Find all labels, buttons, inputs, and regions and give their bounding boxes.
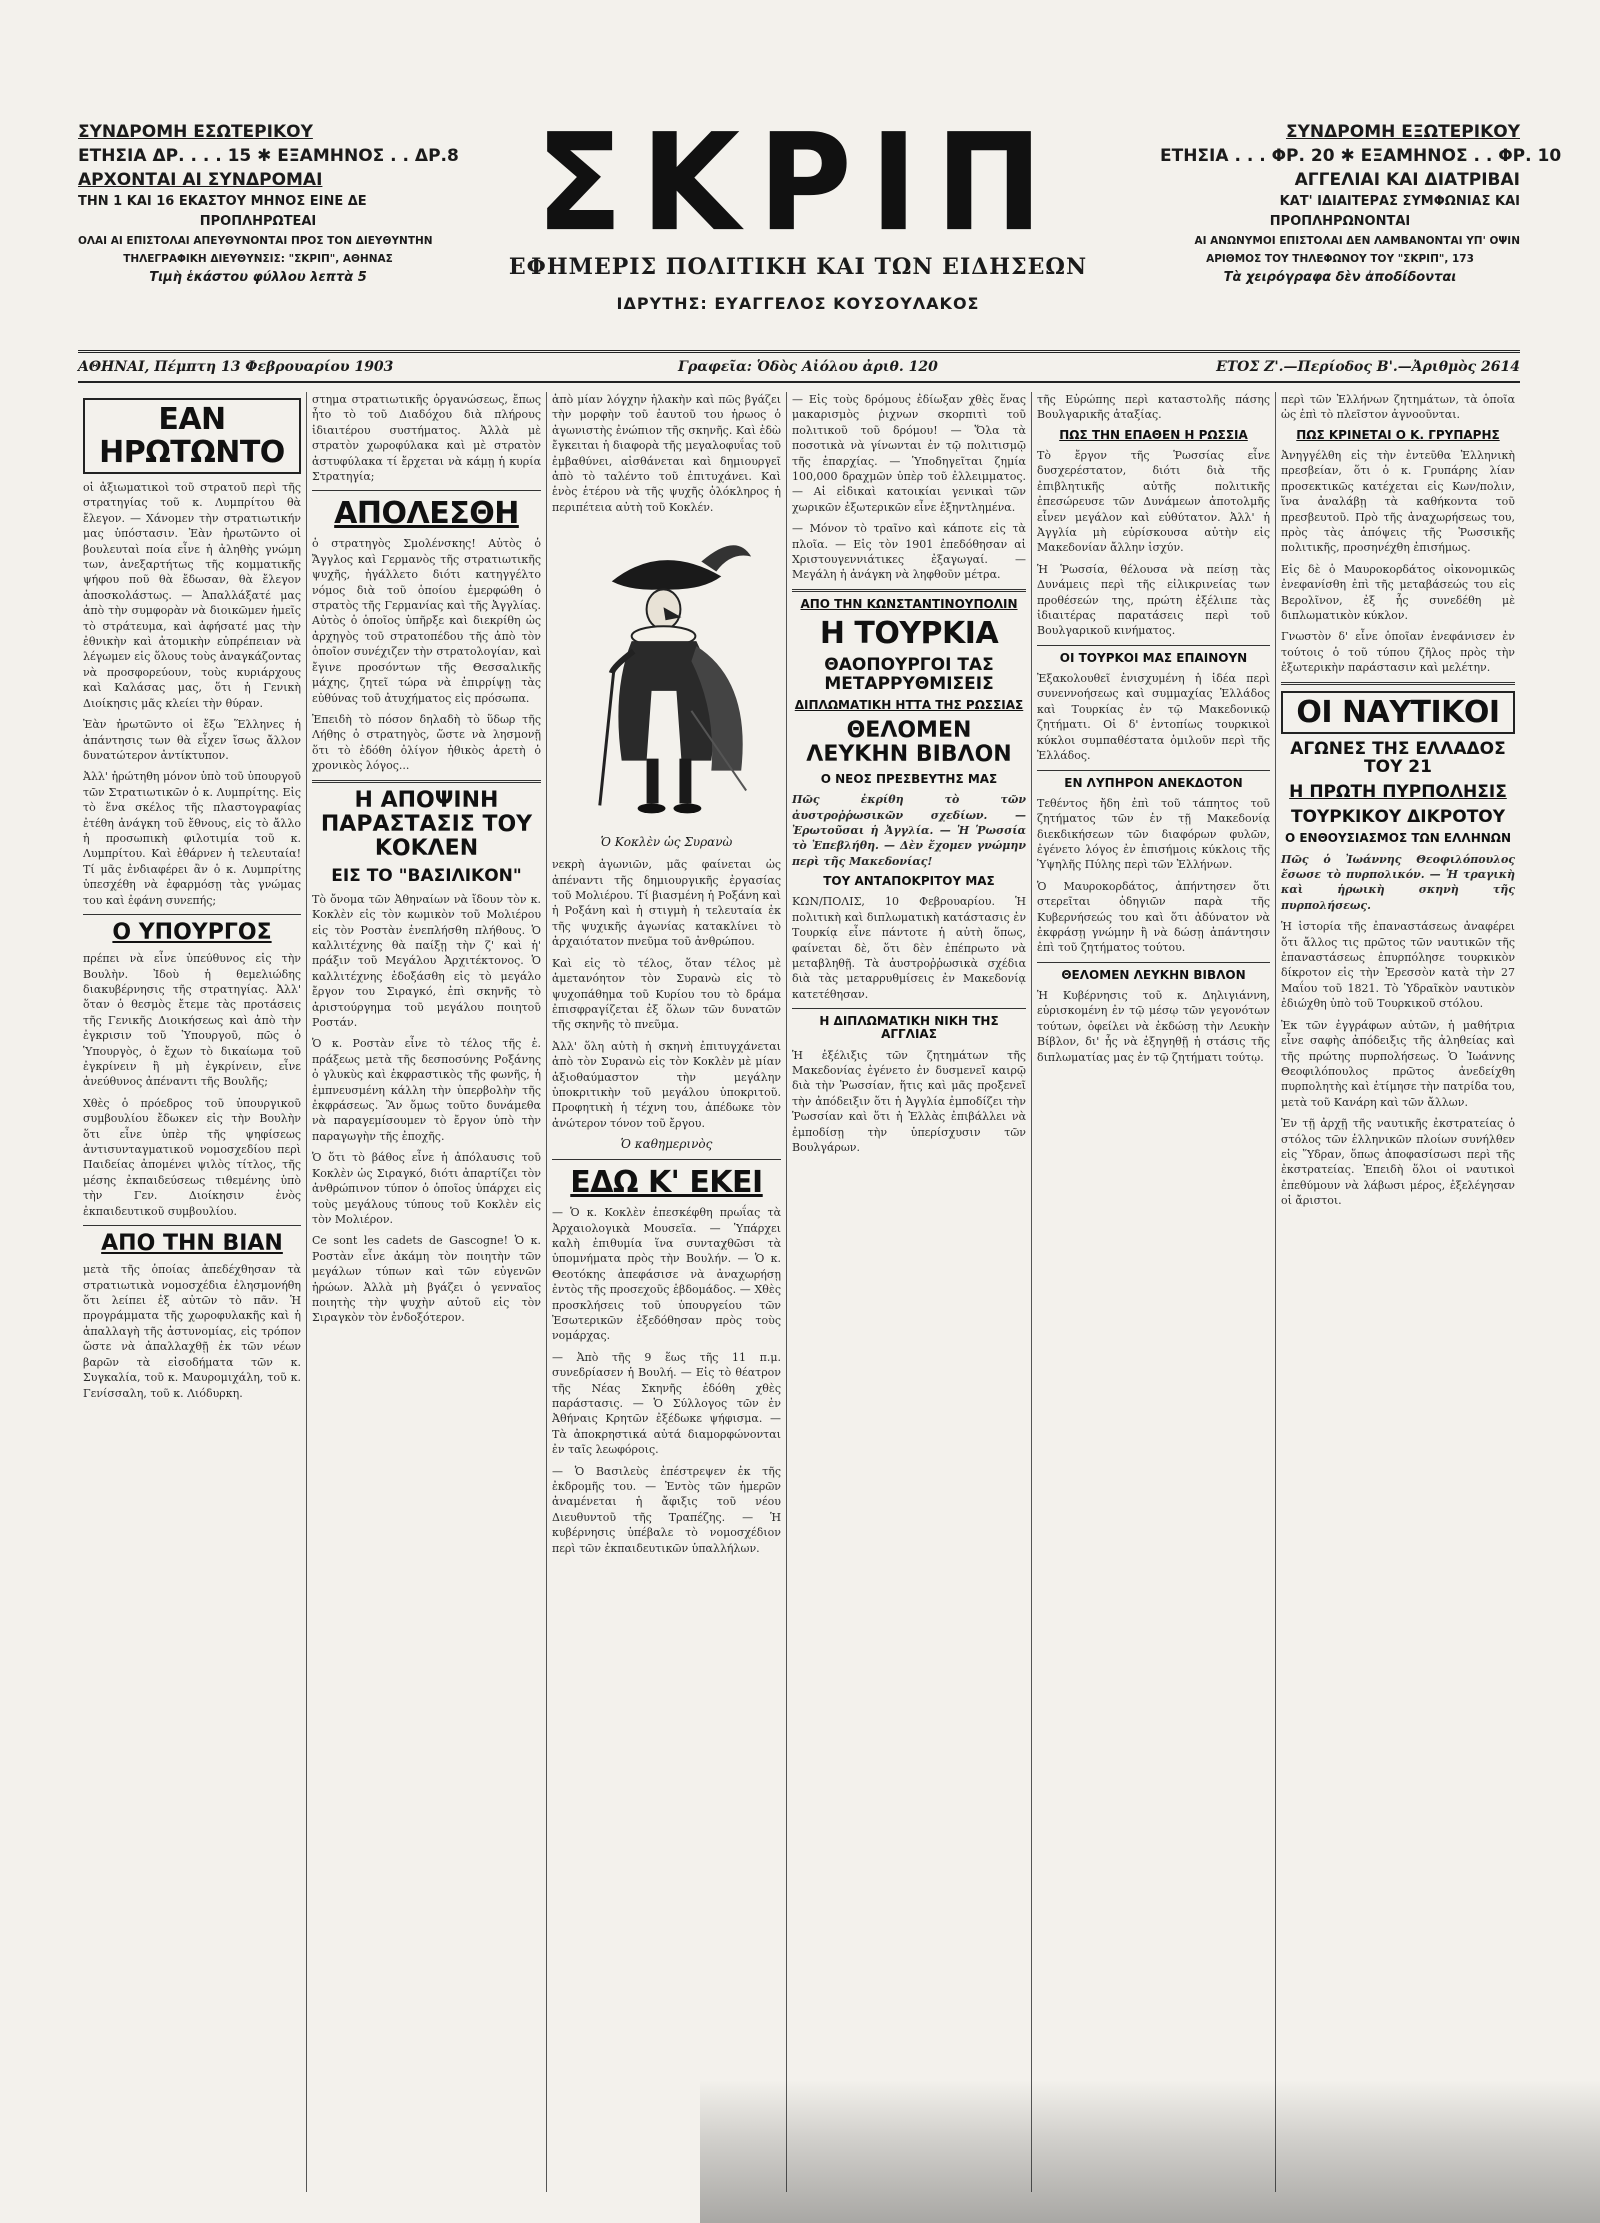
article-text: περὶ τῶν Ἑλλήνων ζητημάτων, τὰ ὁποῖα ὡς ἐπὶ τὸ πλεῖστον ἀγνοοῦνται.	[1281, 393, 1515, 422]
column-2	[306, 392, 546, 2192]
article-text: Ὁ ὅτι τὸ βάθος εἶνε ἡ ἀπόλαυσις τοῦ Κοκλὲν ὡς Σιραγκό, διότι ἀπαρτίζει τὸν ἀνθρώπινον τύπον ὁ ὁποῖος ὑπάρχει εἰς τοὺς μεγάλους τύπους τοῦ Κοκλὲν εἰς τὸν Μολιέρον.	[312, 1151, 541, 1226]
subheadline-white-book-2: ΘΕΛΟΜΕΝ ΛΕΥΚΗΝ ΒΙΒΛΟΝ	[1061, 967, 1246, 982]
newspaper-subtitle: ΕΦΗΜΕΡΙΣ ΠΟΛΙΤΙΚΗ ΚΑΙ ΤΩΝ ΕΙΔΗΣΕΩΝ	[508, 254, 1088, 280]
subheadline-turkish-ship: ΤΟΥΡΚΙΚΟΥ ΔΙΚΡΟΤΟΥ	[1290, 806, 1506, 827]
divider	[312, 490, 541, 491]
article-text: — Ὁ κ. Κοκλὲν ἐπεσκέφθη πρωΐας τὰ Ἀρχαιολογικὰ Μουσεῖα. — Ὑπάρχει καλὴ ἐπιθυμία ἵνα συνταχθῶσι τὰ ὑπομνήματα πρὸς τὴν Βουλήν. — Ὁ κ. Θεοτόκης ἀπεφάσισε νὰ ἀναχωρήσῃ ἐντὸς τῆς προσεχοῦς ἑβδομάδος. — Χθὲς προσκλήσεις τοῦ ὑπουργείου τῶν Ἐσωτερικῶν ἐξεδόθησαν πρὸς τοὺς νομάρχας.	[552, 1206, 781, 1343]
subheadline-anecdote: ΕΝ ΛΥΠΗΡΟΝ ΑΝΕΚΔΟΤΟΝ	[1064, 775, 1243, 790]
headline-edo-k-ekei: ΕΔΩ Κ' ΕΚΕΙ	[570, 1165, 763, 1201]
article-text: Ἀλλ' ὅλη αὐτὴ ἡ σκηνὴ ἐπιτυγχάνεται ἀπὸ τὸν Συρανὼ εἰς τὸν Κοκλὲν μὲ μίαν ἀξιοθαύμαστον τὴν μεγάλην ὑποκριτικὴν τοῦ μεγάλου ὑποκριτοῦ. Προφητικὴ ἡ τέχνη του, ἀπέδωκε τὸν ἀνώτερον τόνον τοῦ ἔργου.	[552, 1039, 781, 1130]
article-text: Ἀλλ' ἠρώτηθη μόνον ὑπὸ τοῦ ὑπουργοῦ τῶν Στρατιωτικῶν ὁ κ. Λυμπρίτης. Εἰς τὸ ἕνα σκέλος τῆς πλαστογραφίας ἐτέθη ἀνάγκη τοῦ ἔθνους, εἰς τὸ ἄλλο ἡ προσωπικὴ φιλοτιμία τοῦ κ. Λυμπρίτου. Καὶ ἐθάρνεν ἡ τελευταία! Τί μᾶς ἐνδιαφέρει ἂν ὁ κ. Λυμπρίτης ὑπεσχέθη νὰ ἐφαρμόσῃ τὰς γνώμας του καὶ ἐφάνη συνεπής;	[83, 770, 301, 907]
article-text: Τεθέντος ἤδη ἐπὶ τοῦ τάπητος τοῦ ζητήματος τῶν ἐν τῇ Μακεδονίᾳ διεκδικήσεων τῶν διαφόρων φυλῶν, ἐγένετο λόγος ἐν ἐπισήμοις κύκλοις τῆς Ὑψηλῆς Πύλης περὶ τῶν Ἑλλήνων.	[1037, 796, 1270, 872]
article-text: Ἡ ἱστορία τῆς ἐπαναστάσεως ἀναφέρει ὅτι ἄλλος τις πρῶτος τῶν ναυτικῶν τῆς ἐπαναστάσεως ἐπυρπόλησε τουρκικὸν δίκροτον εἰς τὴν Ἐρεσσὸν κατὰ τὴν 27 Μαΐου τοῦ 1821. Τὸ Ὑδραῖκὸν ναυτικὸν ἐδιώχθη ὑπὸ τοῦ Τουρκικοῦ στόλου.	[1281, 920, 1515, 1011]
headline-ean-irotonto: ΕΑΝ ΗΡΩΤΩΝΤΟ	[83, 398, 301, 474]
subheadline-enthusiasm: Ο ΕΝΘΟΥΣΙΑΣΜΟΣ ΤΩΝ ΕΛΛΗΝΩΝ	[1284, 831, 1512, 846]
article-text: Γνωστὸν δ' εἶνε ὁποῖαν ἐνεφάνισεν ἐν τούτοις ὁ τοῦ τύπου ζῆλος πρὸς τὴν ἐξωτερικὴν παράστασιν καὶ μελέτην.	[1281, 630, 1515, 675]
article-columns	[78, 392, 1520, 2192]
letters-note: ΟΛΑΙ ΑΙ ΕΠΙΣΤΟΛΑΙ ΑΠΕΥΘΥΝΟΝΤΑΙ ΠΡΟΣ ΤΟΝ ΔΙΕΥΘΥΝΤΗΝ	[78, 235, 433, 247]
price-per-copy: Τιμὴ ἑκάστου φύλλου λεπτὰ 5	[149, 270, 367, 285]
article-text: μετὰ τῆς ὁποίας ἀπεδέχθησαν τὰ στρατιωτικὰ νομοσχέδια ἐλησμονήθη ὅτι λείπει ἐξ αὐτῶν τὸ πᾶν. Ἡ προγράμματα τῆς χωροφυλακῆς καὶ ἡ ἀπαλλαγὴ τῆς ἀστυνομίας, εἰς τρόπον ὥστε νὰ ἀπαλλαχθῇ ἐκ τῶν νέων βαρῶν τὰ εἰσοδήματα τῶν κ. Συγκαλία, τοῦ κ. Μαυρομιχάλη, τοῦ κ. Γενίσσαλη, τοῦ κ. Λιόδυρκη.	[83, 1263, 301, 1400]
subheadline-white-book: ΘΕΛΟΜΕΝ ΛΕΥΚΗΝ ΒΙΒΛΟΝ	[806, 717, 1012, 767]
column-4	[786, 392, 1031, 2192]
column-5	[1031, 392, 1275, 2192]
prepaid-note: ΠΡΟΠΛΗΡΩΤΕΑΙ	[199, 214, 317, 229]
headline-apo-tin-vian: ΑΠΟ ΤΗΝ ΒΙΑΝ	[101, 1231, 283, 1257]
column-3	[546, 392, 786, 2192]
illustration-caption: Ὁ Κοκλὲν ὡς Συρανὼ	[600, 835, 733, 850]
article-text: Τὸ ὄνομα τῶν Ἀθηναίων νὰ ἴδουν τὸν κ. Κοκλὲν εἰς τὸν κωμικὸν τοῦ Μολιέρου εἰς τὸν Ροστὰν ἐνεπλήσθη πλήθους. Ὁ καλλιτέχνης θὰ παίξῃ τὴν ζ' καὶ ἡ' πράξιν τοῦ Μεγάλου Ἀρχιτέκτονος. Ὁ καλλιτέχνης ἐδοξάσθη εἰς τὸ μεγάλο ἔργον του Σιραγκό, ἐπὶ σκηνῆς τὸ ἀριστούργημα τοῦ μεγάλου ποιητοῦ Ροστάν.	[312, 892, 541, 1030]
article-text: Ἀνηγγέλθη εἰς τὴν ἐντεῦθα Ἑλληνικὴ πρεσβείαν, ὅτι ὁ κ. Γρυπάρης λίαν προσεκτικῶς κατέχεται εἰς Κων/πολιν, ἵνα ἀναλάβῃ τὰ καθήκοντα τοῦ πρεσβευτοῦ. Πρὸ τῆς ἀναχωρήσεως του, πρὸς τὰς ἀπόψεις τῆς Ῥωσσικῆς πολιτικῆς, προσηνέχθη ἐπισήμως.	[1281, 449, 1515, 555]
divider	[552, 1159, 781, 1160]
article-text: Καὶ εἰς τὸ τέλος, ὅταν τέλος μὲ ἀμετανόητον τὸν Συρανὼ εἰς τὸ ψυχοπάθημα τοῦ Κυρίου του τὸ δράμα ἐπισφραγίζεται ἐξ ὅλων τῶν δυνατῶν τῆς σκηνῆς τὸ πνεῦμα.	[552, 956, 781, 1032]
divider	[792, 589, 1026, 592]
article-text: οἱ ἀξιωματικοὶ τοῦ στρατοῦ περὶ τῆς στρατηγίας τοῦ κ. Λυμπρίτου θὰ ἔλεγον. — Χάνομεν τὴν στρατιωτικήν μας ὑπόστασιν. Ἐὰν ἠρωτῶντο οἱ βουλευταὶ ποία εἶνε ἡ ἀληθὴς γνώμη των, ἀνεξαρτήτως τῆς κομματικῆς ψήφου ποῦ θὰ ἔδωσαν, θὰ ἔλεγον ἀποσκολάστως. — Ἀπαλλάξατέ μας ἀπὸ τὴν συμφορὰν νὰ διοικῶμεν ἡμεῖς τὸ στράτευμα, καὶ ἀφήσατέ μας τὴν ἐθνικὴν καὶ ἀτομικὴν εὐπρέπειαν νὰ λέγωμεν εἰς ὅλους τοὺς ἀναγκάζοντας νὰ προσφορεύουν, τοὺς κυριάρχους καὶ Καλάσας μας, ὅτι ἡ Γενικὴ Διοίκησις μᾶς κλείει τὴν θύραν.	[83, 481, 301, 710]
correspondent-line: ΤΟΥ ΑΝΤΑΠΟΚΡΙΤΟΥ ΜΑΣ	[823, 874, 995, 889]
article-text: Ἐκ τῶν ἐγγράφων αὐτῶν, ἡ μαθήτρια εἶνε σαφὴς ἀπόδειξις τῆς ἀληθείας καὶ τῆς πρώτης πυρπολήσεως. Ὁ Ἰωάννης Θεοφιλόπουλος πρῶτος ἀνεδείχθη πυρπολητὴς καὶ ἐτίμησε τὴν πατρίδα του, μετὰ τοῦ Κανάρη καὶ τῶν ἄλλων.	[1281, 1018, 1515, 1109]
article-text: Ὁ κ. Ροστὰν εἶνε τὸ τέλος τῆς ἐ. πράξεως μετὰ τῆς δεσποσύνης Ροξάνης ὁ γλυκὺς καὶ ἐκφραστικὸς τῆς φωνῆς, ἡ ἐμπνευσμένη κάλλη τὴν ὑπερβολὴν τῆς ἐκφράσεως. Ἂν ὅμως τοῦτο δυνάμεθα νὰ παραγεμίσουμεν τὸ ἔργον ὑπὸ τὴν παραγωγὴν τῆς ἐποχῆς.	[312, 1037, 541, 1143]
article-text: Χθὲς ὁ πρόεδρος τοῦ ὑπουργικοῦ συμβουλίου ἔδωκεν εἰς τὴν Βουλὴν ὅτι εἶνε ὑπὲρ τῆς ψηφίσεως ἀντισυνταγματικοῦ νομοσχεδίου περὶ Παιδείας ἀπομένει ψιλὸς τίτλος, τῆς μέσης ἐκπαιδεύσεως τιθεμένης ὑπὸ τὴν Γεν. Διοίκησιν ἑνὸς ἐκπαιδευτικοῦ συμβουλίου.	[83, 1096, 301, 1218]
subheadline-gryparis: ΠΩΣ ΚΡΙΝΕΤΑΙ Ο Κ. ΓΡΥΠΑΡΗΣ	[1296, 427, 1500, 442]
telegraph-address: ΤΗΛΕΓΡΑΦΙΚΗ ΔΙΕΥΘΥΝΣΙΣ: "ΣΚΡΙΠ", ΑΘΗΝΑΣ	[123, 253, 393, 265]
prepaid-note-right: ΠΡΟΠΛΗΡΩΝΟΝΤΑΙ	[1269, 214, 1411, 229]
subheadline-turks-praise: ΟΙ ΤΟΥΡΚΟΙ ΜΑΣ ΕΠΑΙΝΟΥΝ	[1059, 650, 1248, 665]
article-text: — Εἰς τοὺς δρόμους ἐδίωξαν χθὲς ἕνας μακαρισμὸς ῥιχνων σκορπιτὶ τοῦ πολιτικοῦ τοῦ δρόμου! — Ὅλα τὰ ποσοτικὰ νὰ γίνωνται ἐν τῷ πολιτισμῷ τῆς ἐπαρχίας. — Ὑποδηγεῖται ζημία 100,000 δραχμῶν ὑπὲρ τοῦ ἐλλειμματος. — Αἱ εἰδικαὶ κατοικίαι γενικαὶ τῶν χωρικῶν ἐξωτερικῶν εἶνε ἐξηντλημένα.	[792, 393, 1026, 514]
divider	[83, 914, 301, 915]
subheadline-new-ambassador: Ο ΝΕΟΣ ΠΡΕΣΒΕΥΤΗΣ ΜΑΣ	[820, 772, 998, 786]
article-text: τῆς Εὐρώπης περὶ καταστολῆς πάσης Βουλγαρικῆς ἀταξίας.	[1037, 393, 1270, 422]
article-summary: Πῶς ἐκρίθη τὸ τῶν ἀυστροῤῥωσικῶν σχεδίων. — Ἐρωτοῦσαι ἡ Ἀγγλία. — Ἡ Ῥωσσία τὸ Ἐπεβλήθη. — Δὲν ἔχομεν γνώμην περὶ τῆς Μακεδονίας!	[792, 793, 1026, 868]
article-text: Ἡ ἐξέλιξις τῶν ζητημάτων τῆς Μακεδονίας ἐγένετο ἐν δυσμενεῖ καιρῷ διὰ τὴν Ῥωσσίαν, ἥτις καὶ μᾶς προξενεῖ τὴν ἀπόδειξιν ὅτι ἡ Ἀγγλία ἐμποδίζει τὴν Ῥωσσίαν καὶ ὅτι ἡ Ἑλλὰς ἐπιβάλλει νὰ ἐμποδίσῃ τὴν ὑπερίσχυσιν τῶν Βουλγάρων.	[792, 1048, 1026, 1155]
subheadline-first-burning: Η ΠΡΩΤΗ ΠΥΡΠΟΛΗΣΙΣ	[1289, 782, 1507, 803]
article-text: Εἰς δὲ ὁ Μαυροκορδάτος οἰκονομικῶς ἐνεφανίσθη ἐπὶ τῆς μεταβάσεώς του εἰς Βερολῖνον, ἐξ ἧς συνεδέθη μὲ διπλωματικὸν κύκλον.	[1281, 562, 1515, 623]
newspaper-logo: ΣΚΡΙΠ	[535, 105, 1061, 262]
signature: Ὁ καθημερινὸς	[620, 1137, 713, 1152]
subheadline-england-victory: Η ΔΙΠΛΩΜΑΤΙΚΗ ΝΙΚΗ ΤΗΣ ΑΓΓΛΙΑΣ	[819, 1014, 999, 1042]
article-text: — Μόνον τὸ τραῖνο καὶ κάποτε εἰς τὰ πλοῖα. — Εἰς τὸν 1901 ἐπεδόθησαν αἱ Χριστουγεννιάτικες ἐξαγωγαί. — Μεγάλη ἡ ἀνάγκη νὰ ληφθοῦν μέτρα.	[792, 522, 1026, 582]
manuscripts-note: Τὰ χειρόγραφα δὲν ἀποδίδονται	[1223, 270, 1457, 285]
foreign-subscription-title: ΣΥΝΔΡΟΜΗ ΕΞΩΤΕΡΙΚΟΥ	[1285, 122, 1520, 142]
telephone-number: ΑΡΙΘΜΟΣ ΤΟΥ ΤΗΛΕΦΩΝΟΥ ΤΟΥ "ΣΚΡΙΠ", 173	[1206, 253, 1474, 265]
headline-apopsini-parastasis: Η ΑΠΟΨΙΝΗ ΠΑΡΑΣΤΑΣΙΣ ΤΟΥ ΚΟΚΛΕΝ	[320, 787, 533, 861]
article-text: — Ὁ Βασιλεὺς ἐπέστρεψεν ἐκ τῆς ἐκδρομῆς του. — Ἐντὸς τῶν ἡμερῶν ἀναμένεται ἡ ἄφιξις τοῦ νέου Διευθυντοῦ τῆς Τραπέζης. — Ἡ κυβέρνησις ὑπέβαλε τὸ νομοσχέδιον περὶ τῶν ἐκπαιδευτικῶν ὑπαλλήλων.	[552, 1464, 781, 1555]
article-text: Ce sont les cadets de Gascogne! Ὁ κ. Ροστὰν εἶνε ἀκάμη τὸν ποιητὴν τῶν μεγάλων τύπων καὶ τῶν εὐγενῶν ἡρώων. Ἀλλὰ μὴ βγάζει ὁ γενναῖος ποιητὴς τὴν ψυχὴν αὐτοῦ εἰς τὸν Σιραγκὸν τὸν ἐνδοξότερον.	[312, 1234, 541, 1325]
subscriptions-start: ΑΡΧΟΝΤΑΙ ΑΙ ΣΥΝΔΡΟΜΑΙ	[78, 170, 323, 190]
headline-o-ypourgos: Ο ΥΠΟΥΡΓΟΣ	[112, 919, 272, 945]
advertisements-title: ΑΓΓΕΛΙΑΙ ΚΑΙ ΔΙΑΤΡΙΒΑΙ	[1294, 170, 1520, 190]
subheadline-russia: ΠΩΣ ΤΗΝ ΕΠΑΘΕΝ Η ΡΩΣΣΙΑ	[1059, 427, 1248, 442]
article-text: Ἡ Κυβέρνησις τοῦ κ. Δηλιγιάννη, εὑρισκομένη ἐν τῷ μέσῳ τῶν γεγονότων τούτων, ὀφείλει νὰ ἐκδώσῃ τὴν Λευκὴν Βίβλον, δι' ἧς νὰ ἐξηγηθῇ ἡ στάσις τῆς διπλωματίας μας ἐν τῷ ζητήματι τούτῳ.	[1037, 988, 1270, 1064]
article-text: στημα στρατιωτικῆς ὀργανώσεως, ἔπως ἦτο τὸ τοῦ Διαδόχου διὰ πλήρους ἰδιαιτέρου συστήματος. Ἀλλὰ μὲ στρατὸν χωροφύλακα καὶ μὲ στρατὸν ἀστυφύλακα τί ἔρχεται νὰ κάμῃ ἡ κυρία Στρατηγία;	[312, 393, 541, 484]
headline-oi-nautikoi: ΟΙ ΝΑΥΤΙΚΟΙ	[1281, 691, 1515, 734]
article-text: Ἐὰν ἠρωτῶντο οἱ ἔξω Ἕλληνες ἡ ἀπάντησις των θὰ εἶχεν ἴσως ἄλλον δυνατώτερον ἀντίκτυπον.	[83, 718, 301, 762]
subheadline-reforms: ΘΑΟΠΟΥΡΓΟΙ ΤΑΣ ΜΕΤΑΡΡΥΘΜΙΣΕΙΣ	[824, 655, 994, 694]
masthead	[78, 105, 1562, 350]
column-6	[1275, 392, 1520, 2192]
article-text: Ἐπειδὴ τὸ πόσον δηλαδὴ τὸ ὕδωρ τῆς Λήθης ὁ στρατηγὸς, ὥστε νὰ λησμονῇ ὅτι τὸ ἐδόθη ὀλίγον ἠθικὸς ἀρετὴ ὁ χρονικὸς λόγος...	[312, 712, 541, 773]
office-address: Γραφεῖα: Ὁδὸς Αἰόλου ἀριθ. 120	[678, 359, 938, 375]
divider	[1037, 645, 1270, 646]
domestic-subscription-block	[78, 120, 459, 288]
founder-line: ΙΔΡΥΤΗΣ: ΕΥΑΓΓΕΛΟΣ ΚΟΥΣΟΥΛΑΚΟΣ	[616, 294, 980, 313]
column-1	[78, 392, 306, 2192]
divider	[1037, 962, 1270, 963]
article-text: νεκρὴ ἀγωνιῶν, μᾶς φαίνεται ὡς ἀπέναντι τῆς δημιουργικῆς ἐργασίας τοῦ Μολιέρου. Τί βιασμένη ἡ Ροξάνη καὶ ἡ Ροξάνη καὶ ἡ στιγμὴ ἡ τελευταία ἐκ τῆς ψυχικῆς ἀγωνίας κατακλίνει τὸ ἀρχαιότατον πνεῦμα τοῦ ἀνθρώπου.	[552, 858, 781, 949]
divider	[83, 1225, 301, 1226]
scan-fade-overlay	[700, 2080, 1600, 2223]
article-text: — Ἀπὸ τῆς 9 ἕως τῆς 11 π.μ. συνεδρίασεν ἡ Βουλή. — Εἰς τὸ θέατρον τῆς Νέας Σκηνῆς ἐδόθη χθὲς παράστασις. — Ὁ Σύλλογος τῶν ἐν Ἀθήναις Κρητῶν ἐξέδωκε ψήφισμα. — Τὰ ἀποκρηστικά αὐτά διαμορφώνονται ἐν ταῖς λεωφόροις.	[552, 1350, 781, 1457]
issue-number: ΕΤΟΣ Ζ'.—Περίοδος Β'.—Ἀριθμὸς 2614	[1216, 359, 1520, 375]
divider	[312, 780, 541, 783]
article-summary: Πῶς ὁ Ἰωάννης Θεοφιλόπουλος ἔσωσε τὸ πυρπολικόν. — Ἡ τραγικὴ καὶ ἡρωικὴ σκηνὴ τῆς πυρπολήσεως.	[1281, 852, 1515, 912]
headline-i-tourkia: Η ΤΟΥΡΚΙΑ	[819, 616, 999, 652]
issue-date: ΑΘΗΝΑΙ, Πέμπτη 13 Φεβρουαρίου 1903	[78, 359, 394, 375]
article-text: ΚΩΝ/ΠΟΛΙΣ, 10 Φεβρουαρίου. Ἡ πολιτικὴ καὶ διπλωματικὴ κατάστασις ἐν Τουρκίᾳ εἶνε πάντοτε ἡ αὐτὴ ὅπως, φαίνεται δὲ, ὅτι δὲν ἐπέπρωτο νὰ μεταβληθῇ. Τὰ ἀυστροῤῥωσικὰ σχέδια διὰ τὰς μεταρρυθμίσεις ἐν Μακεδονίᾳ κατετέθησαν.	[792, 895, 1026, 1001]
subheadline-russia-defeat: ΔΙΠΛΩΜΑΤΙΚΗ ΗΤΤΑ ΤΗΣ ΡΩΣΣΙΑΣ	[794, 698, 1024, 713]
section-from-constantinople: ΑΠΟ ΤΗΝ ΚΩΝΣΤΑΝΤΙΝΟΥΠΟΛΙΝ	[800, 596, 1018, 611]
article-text: ὁ στρατηγὸς Σμολένσκης! Αὐτὸς ὁ Ἄγγλος καὶ Γερμανὸς τῆς στρατιωτικῆς ψυχῆς, ἠγάλλετο διότι κατηγγέλτο νόμος διὰ τοῦ ὁποίου ἐμερφώθη ὁ στρατὸς τῆς Γερμανίας καὶ τῆς Ἀγγλίας. Αὐτὸς ὁ ὁποῖος ὑπῆρξε καὶ διεκρίθη ὡς ἀρχηγὸς τοῦ στρατοπέδου τῆς ἀπὸ τὸν ὁποῖον συνέχιζεν τὴν στρατολογίαν, καὶ ἔγινε προσόντων τῆς Θεσσαλικῆς μάχης, ζητεῖ τώρα νὰ ἐπιρρίψῃ τὰς εὐθύνας τοῦ ἀτυχήματος εἰς πρόσωπα.	[312, 537, 541, 705]
article-text: Ἐξακολουθεῖ ἐνισχυμένη ἡ ἰδέα περὶ συνεννοήσεως καὶ συμμαχίας Ἑλλάδος καὶ Τουρκίας ἐν τῷ Μακεδονικῷ ζητήματι. Οἱ δ' ἐντοπίως τουρκικοὶ κύκλοι συμπαθέστατα ὁμιλοῦν περὶ τῆς Ἑλλάδος.	[1037, 672, 1270, 763]
article-text: Τὸ ἔργον τῆς Ῥωσσίας εἶνε δυσχερέστατον, διότι διὰ τῆς ἐπιβλητικῆς αὐτῆς πολιτικῆς ἐπεσώρευσε τῶν Δυνάμεων ἀποτολμῆς εἶνεν μεγάλον καὶ εὐθύτατον. Ἀλλ' ἡ Ἀγγλία μὴ εὐρίσκουσα αὐτὴν εἰς Μακεδονίαν ἄλλην ἰσχύν.	[1037, 449, 1270, 555]
article-text: ἀπὸ μίαν λόγχην ἠλακὴν καὶ πῶς βγάζει τὴν μορφὴν τοῦ ἑαυτοῦ του ἡρωος ὁ ἀγωνιστὴς ἐνώπιον τῆς σκηνῆς. Καὶ ἐδὼ ἔγκειται ἡ διαφορὰ τῆς μεγαλοφυΐας τοῦ ἐμβαθύνει, αἰσθάνεται καὶ δημιουργεῖ ἀπὸ τὸ ταλέντο τοῦ ἐπιτυχάνει. Καὶ ἑνὸς ἑτέρου νὰ τῆς ψυχῆς ὁλόκληρος ἡ περιπέτεια αὐτὴ τοῦ Κοκλέν.	[552, 393, 781, 514]
subheadline-naval-struggles: ΑΓΩΝΕΣ ΤΗΣ ΕΛΛΑΔΟΣ ΤΟΥ 21	[1290, 738, 1506, 778]
date-bar	[78, 350, 1520, 383]
headline-apolesthi: ΑΠΟΛΕΣΘΗ	[334, 496, 519, 532]
divider	[792, 1008, 1026, 1009]
foreign-prices: ΕΤΗΣΙΑ . . . ΦΡ. 20 ✱ ΕΞΑΜΗΝΟΣ . . ΦΡ. 10	[1160, 146, 1562, 166]
anonymous-letters-note: ΑΙ ΑΝΩΝΥΜΟΙ ΕΠΙΣΤΟΛΑΙ ΔΕΝ ΛΑΜΒΑΝΟΝΤΑΙ ΥΠ' ΟΨΙΝ	[1194, 235, 1520, 247]
divider	[1037, 770, 1270, 771]
masthead-center	[458, 105, 1138, 313]
foreign-subscription-block	[1160, 120, 1562, 288]
article-text: Ἡ Ῥωσσία, θέλουσα νὰ πείσῃ τὰς Δυνάμεις περὶ τῆς εἰλικρινείας των προθέσεών της, πρώτη ἐξέλιπε τὰς ἰδιαιτέρας παρατάσεις περὶ τοῦ Βουλγαρικοῦ κινήματος.	[1037, 562, 1270, 638]
domestic-prices: ΕΤΗΣΙΑ ΔΡ. . . . 15 ✱ ΕΞΑΜΗΝΟΣ . . ΔΡ.8	[78, 146, 459, 166]
advertisements-terms: ΚΑΤ' ΙΔΙΑΙΤΕΡΑΣ ΣΥΜΦΩΝΙΑΣ ΚΑΙ	[1279, 194, 1520, 209]
subscriptions-dates: ΤΗΝ 1 ΚΑΙ 16 ΕΚΑΣΤΟΥ ΜΗΝΟΣ ΕΙΝΕ ΔΕ	[78, 194, 367, 209]
article-text: πρέπει νὰ εἶνε ὑπεύθυνος εἰς τὴν Βουλὴν. Ἰδοὺ ἡ θεμελιώδης διακυβέρνησις τῆς στρατηγίας. Ἀλλ' ὅταν ὁ θεσμὸς ἔτεμε τὰς προτάσεις τῆς Γενικῆς Διοικήσεως καὶ ἀπὸ τὴν ἐγκρισιν τοῦ Ὑπουργοῦ, πῶς ὁ Ὑπουργὸς, ὁ ἔχων τὸ δικαίωμα τοῦ ἐγκρίνειν ἢ μὴ ἐγκρίνειν, εἶνε ἀνεύθυνος ἀπέναντι τῆς Βουλῆς;	[83, 952, 301, 1089]
article-text: Ὁ Μαυροκορδάτος, ἀπήντησεν ὅτι στερεῖται ὁδηγιῶν παρὰ τῆς Κυβερνήσεώς του καὶ ὅτι ἀδύνατον νὰ ἐκφράσῃ γνώμην ἢ νὰ δώσῃ ἀπάντησιν ἐπὶ τοῦ ζητήματος τούτου.	[1037, 879, 1270, 955]
article-text: Ἐν τῇ ἀρχῇ τῆς ναυτικῆς ἐκστρατείας ὁ στόλος τῶν ἑλληνικῶν πλοίων συνήλθεν εἰς Ὕδραν, ὅπως ἀποφασίσωσι περὶ τῆς ἐκστρατείας. Ἐπειδὴ ὅλοι οἱ ναυτικοὶ ἐπεθύμουν νὰ λάβωσι μέρος, ἐξελέγησαν οἱ ἄριστοι.	[1281, 1117, 1515, 1208]
domestic-subscription-title: ΣΥΝΔΡΟΜΗ ΕΣΩΤΕΡΙΚΟΥ	[78, 122, 313, 142]
divider	[1281, 682, 1515, 685]
subheadline-vasilikon: ΕΙΣ ΤΟ "ΒΑΣΙΛΙΚΟΝ"	[331, 866, 522, 887]
coquelin-cyrano-illustration	[552, 521, 781, 831]
